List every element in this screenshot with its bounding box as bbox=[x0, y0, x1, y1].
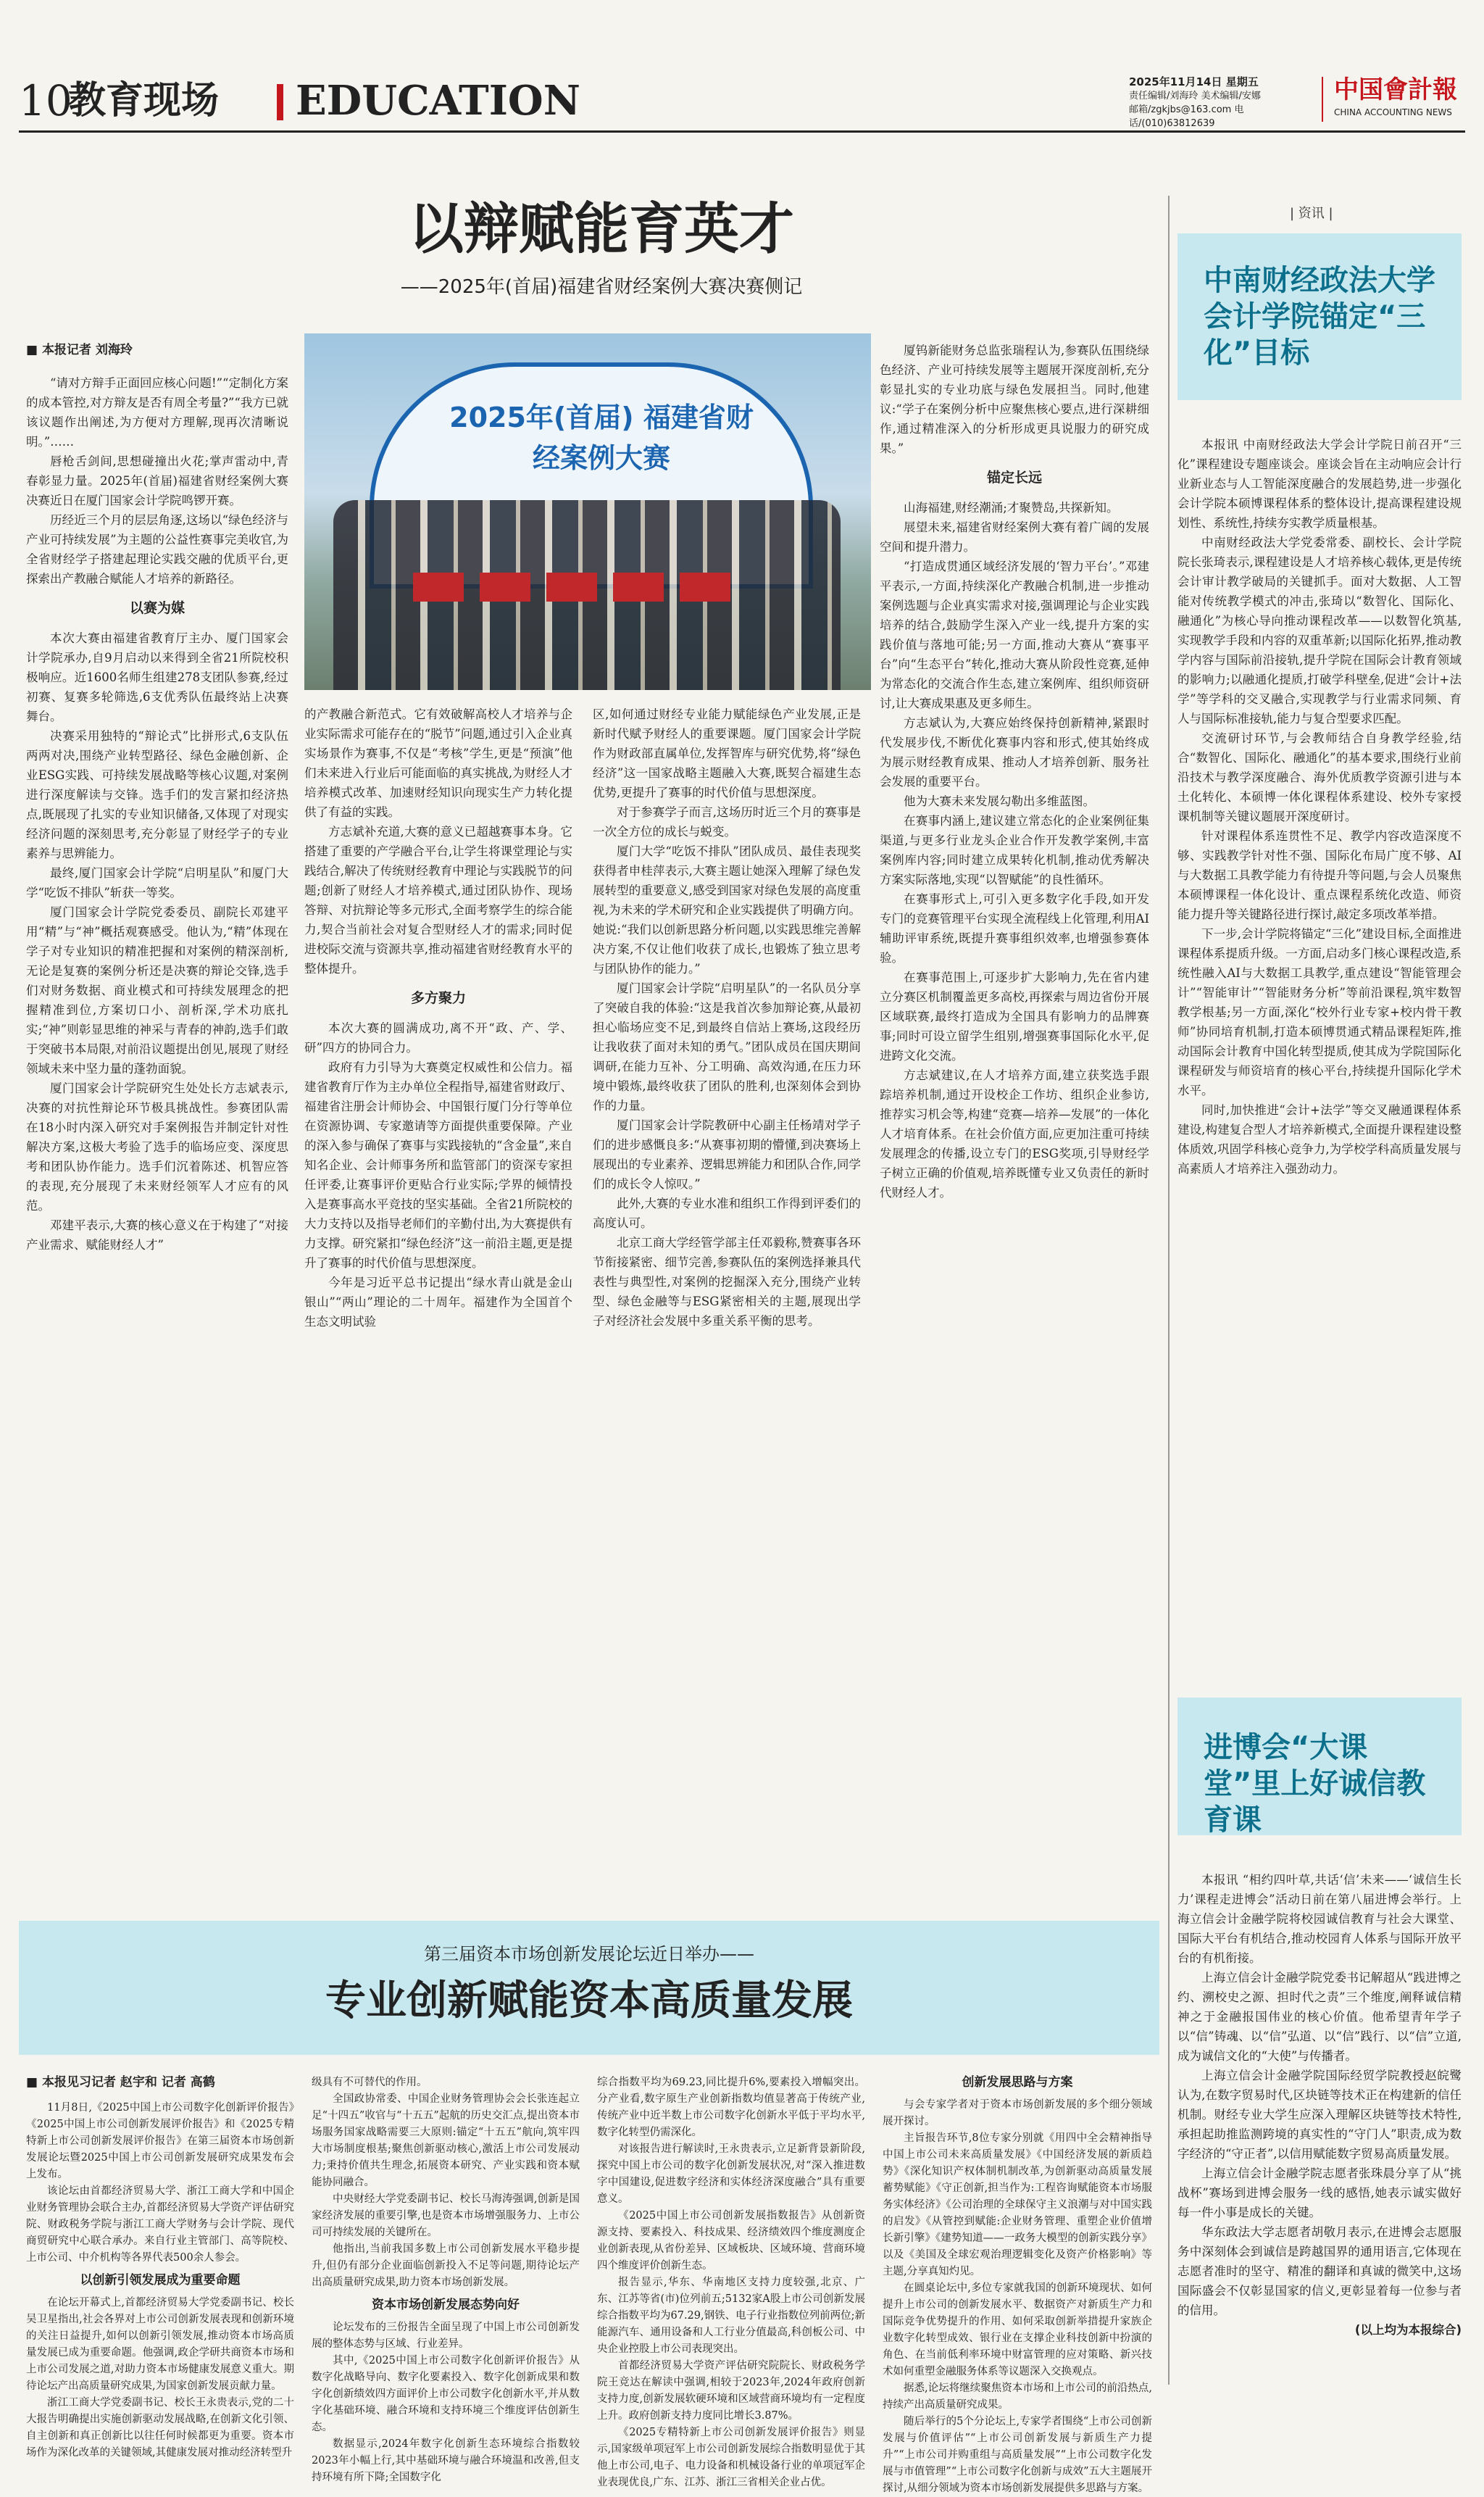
paragraph: 对于参赛学子而言,这场历时近三个月的赛事是一次全方位的成长与蜕变。 bbox=[593, 805, 861, 839]
main-col-1 bbox=[26, 341, 288, 1906]
news1-title: 中南财经政法大学会计学院锚定“三化”目标 bbox=[1204, 264, 1435, 370]
event-photo bbox=[304, 333, 871, 690]
paragraph: 级具有不可替代的作用。 bbox=[312, 2077, 428, 2088]
section-title-en: EDUCATION bbox=[296, 77, 580, 125]
paragraph: 上海立信会计金融学院志愿者张珠晨分享了从“挑战杯”赛场到进博会服务一线的感悟,她表示诚实做好每一件小事是成长的关键。 bbox=[1177, 2166, 1462, 2219]
section-heading: 多方聚力 bbox=[410, 990, 466, 1006]
paragraph: 在赛事内涵上,建议建立常态化的企业案例征集渠道,与更多行业龙头企业合作开发教学案例,丰富案例库内容;同时建立成果转化机制,推动优秀解决方案实际落地,实现“以智赋能”的良性循环。 bbox=[880, 814, 1149, 886]
bottom-col-4 bbox=[883, 2074, 1152, 2494]
paragraph: 上海立信会计金融学院国际经贸学院教授赵皖鹭认为,在数字贸易时代,区块链等技术正在构建新的信任机制。财经专业大学生应深入理解区块链等技术特性,承担起助推监测跨境的真实性的“守门人”职责,成为数字经济的“守正者”,以信用赋能数字贸易高质量发展。 bbox=[1177, 2069, 1462, 2161]
paragraph: 的产教融合新范式。它有效破解高校人才培养与企业实际需求可能存在的“脱节”问题,通过引入企业真实场景作为赛事,不仅是“考核”学生,更是“预演”他们未来进入行业后可能面临的真实挑战,为财经人才培养模式改革、加速财经知识向现实生产力转化提供了有益的实践。 bbox=[304, 707, 572, 819]
paragraph: 今年是习近平总书记提出“绿水青山就是金山银山”“两山”理论的二十周年。福建作为全国首个生态文明试验 bbox=[304, 1276, 572, 1329]
main-col-4 bbox=[880, 341, 1149, 1906]
paragraph: 11月8日,《2025中国上市公司数字化创新评价报告》《2025中国上市公司创新发展评价报告》和《2025专精特新上市公司创新发展评价报告》在第三届资本市场创新发展论坛暨2025中国上市公司创新发展研究成果发布会上发布。 bbox=[26, 2102, 294, 2180]
paragraph: 与会专家学者对于资本市场创新发展的多个细分领域展开探讨。 bbox=[883, 2099, 1152, 2127]
news2-title: 进博会“大课堂”里上好诚信教育课 bbox=[1204, 1731, 1426, 1837]
bottom-byline: ■ 本报见习记者 赵宇和 记者 高鹤 bbox=[26, 2075, 215, 2090]
news2-title-box bbox=[1177, 1698, 1462, 1835]
paragraph: 本报讯 中南财经政法大学会计学院日前召开“三化”课程建设专题座谈会。座谈会旨在主动响应会计行业新业态与人工智能深度融合的发展趋势,进一步强化会计学院本硕博课程体系的整体设计,提高课程建设规划性、系统性,持续夯实教学质量根基。 bbox=[1177, 438, 1462, 530]
paragraph: 上海立信会计金融学院党委书记解超从“践进博之约、溯校史之源、担时代之责”三个维度,阐释诚信精神之于金融报国伟业的核心价值。他希望青年学子以“信”铸魂、以“信”弘道、以“信”践行、以“信”立道,成为诚信文化的“大使”与传播者。 bbox=[1177, 1971, 1462, 2063]
paragraph: 方志斌补充道,大赛的意义已超越赛事本身。它搭建了重要的产学融合平台,让学生将课堂理论与实践结合,解决了传统财经教育中理论与实践脱节的问题;创新了财经人才培养模式,通过团队协作、现场答辩、对抗辩论等多元形式,全面考察学生的综合能力,契合当前社会对复合型财经人才的需求;同时促进校际交流与资源共享,推动福建省财经教育水平的整体提升。 bbox=[304, 825, 572, 976]
paragraph: 区,如何通过财经专业能力赋能绿色产业发展,正是新时代赋予财经人的重要课题。厦门国家会计学院作为财政部直属单位,发挥智库与研究优势,将“绿色经济”这一国家战略主题融入大赛,既契合福建生态优势,更提升了赛事的时代价值与思想深度。 bbox=[593, 707, 861, 799]
paragraph: 厦门国家会计学院教研中心副主任杨靖对学子们的进步感慨良多:“从赛事初期的懵懂,到决赛场上展现出的专业素养、逻辑思辨能力和团队合作,同学们的成长令人惊叹。” bbox=[593, 1118, 861, 1191]
issue-info bbox=[1129, 75, 1303, 130]
sidebar-label: | 资讯 | bbox=[1290, 206, 1333, 221]
paragraph: 此外,大赛的专业水准和组织工作得到评委们的高度认可。 bbox=[593, 1197, 861, 1230]
paragraph: 对该报告进行解读时,王永贵表示,立足新背景新阶段,探究中国上市公司的数字化创新发展状况,对“深入推进数字中国建设,促进数字经济和实体经济深度融合”具有重要意义。 bbox=[597, 2143, 865, 2205]
paragraph: 针对课程体系连贯性不足、教学内容改造深度不够、实践教学针对性不强、国际化布局广度不够、AI与大数据工具教学能力有待提升等问题,与会人员聚焦本硕博课程一体化设计、重点课程系统化改造、师资能力提升等关键路径进行探讨,敲定多项改革举措。 bbox=[1177, 829, 1462, 921]
paragraph: 历经近三个月的层层角逐,这场以“绿色经济与产业可持续发展”为主题的公益性赛事完美收官,为全省财经学子搭建起理论实践交融的优质平台,更探索出产教融合赋能人才培养的新路径。 bbox=[26, 513, 288, 586]
paragraph: 唇枪舌剑间,思想碰撞出火花;掌声雷动中,青春彰显力量。2025年(首届)福建省财经案例大赛决赛近日在厦门国家会计学院鸣锣开赛。 bbox=[26, 454, 288, 507]
photo-certificates bbox=[413, 573, 746, 602]
section-heading: 创新发展思路与方案 bbox=[962, 2075, 1073, 2090]
editor: 责任编辑/刘海玲 bbox=[1129, 91, 1199, 101]
paragraph: 本报讯 “相约四叶草,共话‘信’未来——‘诚信生长力’课程走进博会”活动日前在第八届进博会举行。上海立信会计金融学院将校园诚信教育与社会大课堂、国际大平台有机结合,推动校园育人体系与国际开放平台的有机衔接。 bbox=[1177, 1873, 1462, 1965]
paragraph: 《2025专精特新上市公司创新发展评价报告》则显示,国家级单项冠军上市公司创新发展综合指数明显优于其他上市公司,电子、电力设备和机械设备行业的单项冠军企业表现优良,广东、江苏、浙江三省相关企业占优。 bbox=[597, 2427, 865, 2488]
logo-divider bbox=[1322, 77, 1323, 122]
paragraph: 厦门大学“吃饭不排队”团队成员、最佳表现奖获得者申桂萍表示,大赛主题让她深入理解了绿色发展转型的重要意义,感受到国家对绿色发展的高度重视,为未来的学术研究和企业实践提供了明确方向。她说:“我们以创新思路分析问题,以实践思维完善解决方案,不仅让他们收获了成长,也锻炼了独立思考与团队协作的能力。” bbox=[593, 844, 861, 976]
paragraph: 全国政协常委、中国企业财务管理协会会长张连起立足“十四五”收官与“十五五”起航的历史交汇点,提出资本市场服务国家战略需要三大原则:锚定“十五五”航向,筑牢四大市场制度根基;聚焦创新驱动核心,激活上市公司发展动力;秉持价值共生理念,拓展资本研究、产业实践和资本赋能协同融合。 bbox=[312, 2093, 580, 2188]
paragraph: 本次大赛的圆满成功,离不开“政、产、学、研”四方的协同合力。 bbox=[304, 1021, 572, 1055]
section-heading: 以创新引领发展成为重要命题 bbox=[80, 2273, 241, 2288]
paragraph: 厦门国家会计学院研究生处处长方志斌表示,决赛的对抗性辩论环节极具挑战性。参赛团队需在18小时内深入研究对手案例报告并制定针对性解决方案,这极大考验了选手的临场应变、深度思考和团队协作能力。选手们沉着陈述、机智应答的表现,充分展现了未来财经领军人才应有的风范。 bbox=[26, 1081, 288, 1213]
paragraph: 下一步,会计学院将锚定“三化”建设目标,全面推进课程体系提质升级。一方面,启动多门核心课程改造,系统性融入AI与大数据工具教学,重点建设“智能管理会计”“智能审计”“智能财务分析”等前沿课程,筑牢数智教学根基;另一方面,深化“校外行业专家+校内骨干教师”协同培育机制,打造本硕博贯通式精品课程矩阵,推动国际会计教育中国化转型提质,使其成为学院国际化课程研发与师资培育的核心平台,持续提升国际化学术水平。 bbox=[1177, 927, 1462, 1097]
paragraph: 在圆桌论坛中,多位专家就我国的创新环境现状、如何提升上市公司的创新发展水平、数据资产对新质生产力和国际竞争优势提升的作用、如何采取创新举措提升家族企业数字化转型成效、银行业在支撑企业科技创新中扮演的角色、在当前低利率环境中财富管理的应对策略、新兴技术如何重塑金融服务体系等议题深入交换观点。 bbox=[883, 2282, 1152, 2377]
paragraph: 主旨报告环节,8位专家分别就《用四中全会精神指导中国上市公司未来高质量发展》《中国经济发展的新质趋势》《深化知识产权体制机制改革,为创新驱动高质量发展蓄势赋能》《守正创新,担当作为:工程咨询赋能资本市场服务实体经济》《公司治理的全球保守主义浪潮与对中国实践的启发》《从管控到赋能:企业财务管理、重塑企业价值增长新引擎》《建势知道——一政务大模型的创新实践分享》以及《美国及全球宏观治理逻辑变化及资产价格影响》等主题,分享真知灼见。 bbox=[883, 2132, 1152, 2277]
page-number: 10 bbox=[19, 76, 72, 125]
paragraph: 北京工商大学经管学部主任邓毅称,赞赛事各环节衔接紧密、细节完善,参赛队伍的案例选择兼具代表性与典型性,对案例的挖掘深入充分,围绕产业转型、绿色金融等与ESG紧密相关的主题,展现出学子对经济社会发展中多重关系平衡的思考。 bbox=[593, 1236, 861, 1328]
article-title: 以辩赋能育英才 bbox=[409, 196, 794, 261]
paragraph: 中南财经政法大学党委常委、副校长、会计学院院长张琦表示,课程建设是人才培养核心载体,更是传统会计审计教学破局的关键抓手。面对大数据、人工智能对传统教学模式的冲击,张琦以“数智化、国际化、融通化”为核心导向推动课程改革——以数智化筑基,实现教学手段和内容的双重革新;以国际化拓界,推动教学内容与国际前沿接轨,提升学院在国际会计教育领域的影响力;以融通化提质,打破学科壁垒,促进“会计+法学”等学科的交叉融合,实现教学与行业需求同频、育人与国际标准接轨,能力与复合型要求匹配。 bbox=[1177, 536, 1462, 726]
bottom-col-3 bbox=[597, 2074, 866, 2488]
paragraph: 中央财经大学党委副书记、校长马海涛强调,创新是国家经济发展的重要引擎,也是资本市场增强服务力、上市公司可持续发展的关键所在。 bbox=[312, 2193, 580, 2238]
paragraph: 在赛事范围上,可逐步扩大影响力,先在省内建立分赛区机制覆盖更多高校,再探索与周边省份开展区域联赛,最终打造成为全国具有影响力的品牌赛事;同时可设立留学生组别,增强赛事国际化水平,促进跨文化交流。 bbox=[880, 971, 1149, 1063]
bottom-kicker: 第三届资本市场创新发展论坛近日举办—— bbox=[424, 1944, 754, 1964]
news1-body bbox=[1177, 435, 1462, 1674]
paragraph: 论坛发布的三份报告全面呈现了中国上市公司创新发展的整体态势与区域、行业差异。 bbox=[312, 2322, 580, 2350]
paragraph: “请对方辩手正面回应核心问题!”“定制化方案的成本管控,对方辩友是否有周全考量?”“我方已就该议题作出阐述,为方便对方理解,现再次清晰说明。”…… bbox=[26, 376, 288, 449]
paragraph: 华东政法大学志愿者胡敬月表示,在进博会志愿服务中深刻体会到诚信是跨越国界的通用语言,它体现在志愿者准时的坚守、精准的翻译和真诚的微笑中,这场国际盛会不仅彰显国家的信义,更彰显着每一位参与者的信用。 bbox=[1177, 2225, 1462, 2317]
bottom-title: 专业创新赋能资本高质量发展 bbox=[325, 1977, 853, 2024]
section-divider bbox=[277, 84, 283, 120]
paragraph: 政府有力引导为大赛奠定权威性和公信力。福建省教育厅作为主办单位全程指导,福建省财政厅、福建省注册会计师协会、中国银行厦门分行等单位在资源协调、专家邀请等方面提供重要保障。产业的深入参与确保了赛事与实践接轨的“含金量”,来自知名企业、会计师事务所和监管部门的资深专家担任评委,让赛事评价更贴合行业实际;学界的倾情投入是赛事高水平竞技的坚实基础。全省21所院校的大力支持以及指导老师们的辛勤付出,为大赛提供有力支撑。研究紧扣“绿色经济”这一前沿主题,更是提升了赛事的时代价值与思想深度。 bbox=[304, 1060, 572, 1270]
paragraph: 在论坛开幕式上,首都经济贸易大学党委副书记、校长吴卫星指出,社会各界对上市公司创新发展表现和创新环境的关注日益提升,如何以创新引领发展,推动资本市场高质量发展已成为重要命题。他强调,政企学研共商资本市场和上市公司发展之道,对助力资本市场健康发展意义重大。期待论坛产出高质量研究成果,为国家创新发展贡献力量。 bbox=[26, 2297, 294, 2392]
section-title-cn: 教育现场 bbox=[68, 79, 220, 122]
paragraph: 邓建平表示,大赛的核心意义在于构建了“对接产业需求、赋能财经人才” bbox=[26, 1218, 288, 1252]
logo-en: CHINA ACCOUNTING NEWS bbox=[1334, 107, 1452, 117]
paragraph: 厦门国家会计学院党委委员、副院长邓建平用“精”与“神”概括观赛感受。他认为,“精”体现在学子对专业知识的精准把握和对案例的精深剖析,无论是复赛的案例分析还是决赛的辩论交锋,选手们对财务数据、商业模式和可持续发展理念的把握精准到位,方案切口小、剖析深,学术功底扎实;“神”则彰显思维的神采与青春的神韵,选手们敢于突破书本局限,对前沿议题提出创见,展现了财经领域未来中坚力量的蓬勃面貌。 bbox=[26, 905, 288, 1076]
paragraph: 方志斌认为,大赛应始终保持创新精神,紧跟时代发展步伐,不断优化赛事内容和形式,使其始终成为展示财经教育成果、推动人才培养创新、服务社会发展的重要平台。 bbox=[880, 716, 1149, 789]
paragraph: 厦门国家会计学院“启明星队”的一名队员分享了突破自我的体验:“这是我首次参加辩论赛,从最初担心临场应变不足,到最终自信站上赛场,这段经历让我收获了面对未知的勇气。”团队成员在国庆期间调研,在能力互补、分工明确、高效沟通,在压力环境中锻炼,最终收获了团队的胜利,也深刻体会到协作的力量。 bbox=[593, 981, 861, 1113]
bottom-col-1 bbox=[26, 2074, 294, 2459]
paragraph: 据悉,论坛将继续聚焦资本市场和上市公司的前沿热点,持续产出高质量研究成果。 bbox=[883, 2382, 1152, 2411]
paragraph: 他为大赛未来发展勾勒出多维蓝图。 bbox=[904, 794, 1095, 808]
paragraph: 山海福建,财经潮涌;才聚赞岛,共探新知。 bbox=[904, 501, 1119, 515]
paragraph: 同时,加快推进“会计+法学”等交叉融通课程体系建设,构建复合型人才培养新模式,全面提升课程建设整体质效,巩固学科核心竞争力,为学校学科高质量发展与高素质人才培养注入强劲动力。 bbox=[1177, 1103, 1462, 1176]
paragraph: 他指出,当前我国多数上市公司创新发展水平稳步提升,但仍有部分企业面临创新投入不足等问题,期待论坛产出高质量研究成果,助力资本市场创新发展。 bbox=[312, 2243, 580, 2288]
paragraph: 本次大赛由福建省教育厅主办、厦门国家会计学院承办,自9月启动以来得到全省21所院校积极响应。近1600名师生组建278支团队参赛,经过初赛、复赛多轮筛选,6支优秀队伍最终站上决赛舞台。 bbox=[26, 631, 288, 723]
masthead bbox=[19, 72, 1465, 129]
designer: 美术编辑/安娜 bbox=[1201, 91, 1261, 101]
paragraph: 数据显示,2024年数字化创新生态环境综合指数较2023年小幅上行,其中基础环境与融合环境温和改善,但支持环境有所下降;全国数字化 bbox=[312, 2438, 580, 2483]
paragraph: 《2025中国上市公司创新发展指数报告》从创新资源支持、要素投入、科技成果、经济绩效四个维度测度企业创新表现,从省份差异、区域板块、区域环境、营商环境四个维度评价创新生态。 bbox=[597, 2210, 865, 2272]
source-note: (以上均为本报综合) bbox=[1354, 2323, 1462, 2337]
photo-banner-text: 2025年(首届) 福建省财经案例大赛 bbox=[449, 402, 754, 474]
paragraph: 决赛采用独特的“辩论式”比拼形式,6支队伍两两对决,围绕产业转型路径、绿色金融创新、企业ESG实践、可持续发展战略等核心议题,对案例进行深度解读与交锋。选手们的发言紧扣经济热点,既展现了扎实的专业知识储备,又体现了对现实经济问题的深刻思考,充分彰显了财经学子的专业素养与思辨能力。 bbox=[26, 729, 288, 860]
news1-title-box bbox=[1177, 233, 1462, 400]
section-heading: 锚定长远 bbox=[986, 470, 1042, 486]
paragraph: 其中,《2025中国上市公司数字化创新评价报告》从数字化战略导向、数字化要素投入、数字化创新成果和数字化创新绩效四方面评价上市公司数字化创新水平,并从数字化基础环境、融合环境和支持环境三个维度评估创新生态。 bbox=[312, 2355, 580, 2433]
sidebar-divider bbox=[1168, 196, 1170, 2385]
news2-body bbox=[1177, 1870, 1462, 2377]
paragraph: 厦钨新能财务总监张瑞程认为,参赛队伍围绕绿色经济、产业可持续发展等主题展开深度剖析,充分彰显扎实的专业功底与绿色发展担当。同时,他建议:“学子在案例分析中应聚焦核心要点,进行深耕细作,通过精准深入的分析形成更具说服力的研究成果。” bbox=[880, 344, 1149, 455]
paragraph: 报告显示,华东、华南地区支持力度较强,北京、广东、江苏等省(市)位列前五;5132家A股上市公司创新发展综合指数平均为67.29,钢铁、电子行业指数位列前两位;新能源汽车、通用设备和人工行业分值最高,科创板公司、中央企业控股上市公司表现突出。 bbox=[597, 2277, 866, 2355]
paragraph: 随后举行的5个分论坛上,专家学者围绕“上市公司创新发展与价值评估”“上市公司创新发展与新质生产力提升”“上市公司并购重组与高质量发展”“上市公司数字化发展与市值管理”“上市公司数字化创新与成效”五大主题展开探讨,从细分领域为资本市场创新发展提供多思路与方案。 bbox=[883, 2416, 1152, 2494]
section-heading: 资本市场创新发展态势向好 bbox=[372, 2298, 520, 2312]
email: 邮箱/zgkjbs@163.com bbox=[1129, 104, 1232, 115]
paragraph: 方志斌建议,在人才培养方面,建立获奖选手跟踪培养机制,通过开设校企工作坊、组织企业参访,推荐实习机会等,构建“竞赛—培养—发展”的一体化人才培育体系。在社会价值方面,应更加注重可持续发展理念的传播,设立专门的ESG奖项,引导财经学子树立正确的价值观,培养既懂专业又负责任的新时代财经人才。 bbox=[880, 1068, 1149, 1200]
newspaper-logo bbox=[1334, 72, 1464, 117]
bottom-col-2 bbox=[312, 2074, 580, 2483]
issue-date: 2025年11月14日 星期五 bbox=[1129, 75, 1259, 88]
paragraph: 交流研讨环节,与会教师结合自身教学经验,结合“数智化、国际化、融通化”的基本要求,围绕行业前沿技术与教学深度融合、海外优质教学资源引进与本土化转化、本硕博一体化课程体系建设、校外专家授课机制等关键议题展开深度研讨。 bbox=[1177, 731, 1462, 823]
paragraph: “打造成贯通区域经济发展的‘智力平台’。”邓建平表示,一方面,持续深化产教融合机制,进一步推动案例选题与企业真实需求对接,强调理论与企业实践培养的结合,鼓励学生深入产业一线,提升方案的实践价值与落地可能;另一方面,推动大赛从“赛事平台”向“生态平台”转化,推动大赛从阶段性竞赛,延伸为常态化的交流合作生态,建立案例库、组织师资研讨,让大赛成果惠及更多师生。 bbox=[880, 560, 1149, 710]
article-subtitle: ——2025年(首届)福建省财经案例大赛决赛侧记 bbox=[400, 276, 803, 298]
phone: 电话/(010)63812639 bbox=[1129, 104, 1244, 129]
paragraph: 展望未来,福建省财经案例大赛有着广阔的发展空间和提升潜力。 bbox=[880, 520, 1149, 554]
main-col-3 bbox=[593, 705, 861, 1906]
paragraph: 首都经济贸易大学资产评估研究院院长、财政税务学院王竞达在解读中强调,相较于2023年,2024年政府创新支持力度,创新发展软硬环境和区域营商环境均有一定程度上升。政府创新支持力度同比增长3.87%。 bbox=[597, 2360, 865, 2422]
paragraph: 最终,厦门国家会计学院“启明星队”和厦门大学“吃饭不排队”斩获一等奖。 bbox=[26, 866, 288, 899]
byline: ■ 本报记者 刘海玲 bbox=[26, 343, 133, 357]
paragraph: 该论坛由首都经济贸易大学、浙江工商大学和中国企业财务管理协会联合主办,首都经济贸易大学资产评估研究院、财政税务学院与浙江工商大学财务与会计学院、现代商贸研究中心联合承办。来自行业主管部门、高等院校、上市公司、中介机构等各界代表500余人参会。 bbox=[26, 2185, 294, 2264]
logo-cn: 中国會計報 bbox=[1334, 75, 1457, 104]
main-col-2 bbox=[304, 705, 572, 1906]
header-rule bbox=[19, 130, 1465, 133]
bottom-title-box bbox=[19, 1921, 1159, 2055]
section-heading: 以赛为媒 bbox=[129, 600, 185, 616]
paragraph: 综合指数平均为69.23,同比提升6%,要素投入增幅突出。分产业看,数字原生产业创新指数均值显著高于传统产业,传统产业中近半数上市公司数字化创新水平低于平均水平,数字化转型仍需深化。 bbox=[597, 2077, 865, 2138]
paragraph: 在赛事形式上,可引入更多数字化手段,如开发专门的竞赛管理平台实现全流程线上化管理,利用AI辅助评审系统,既提升赛事组织效率,也增强参赛体验。 bbox=[880, 892, 1149, 965]
paragraph: 浙江工商大学党委副书记、校长王永贵表示,党的二十大报告明确提出实施创新驱动发展战略,在创新文化引领、自主创新和真正创新比以往任何时候都更为重要。资本市场作为深化改革的关键领域,其健康发展对推动经济转型升 bbox=[26, 2397, 294, 2459]
